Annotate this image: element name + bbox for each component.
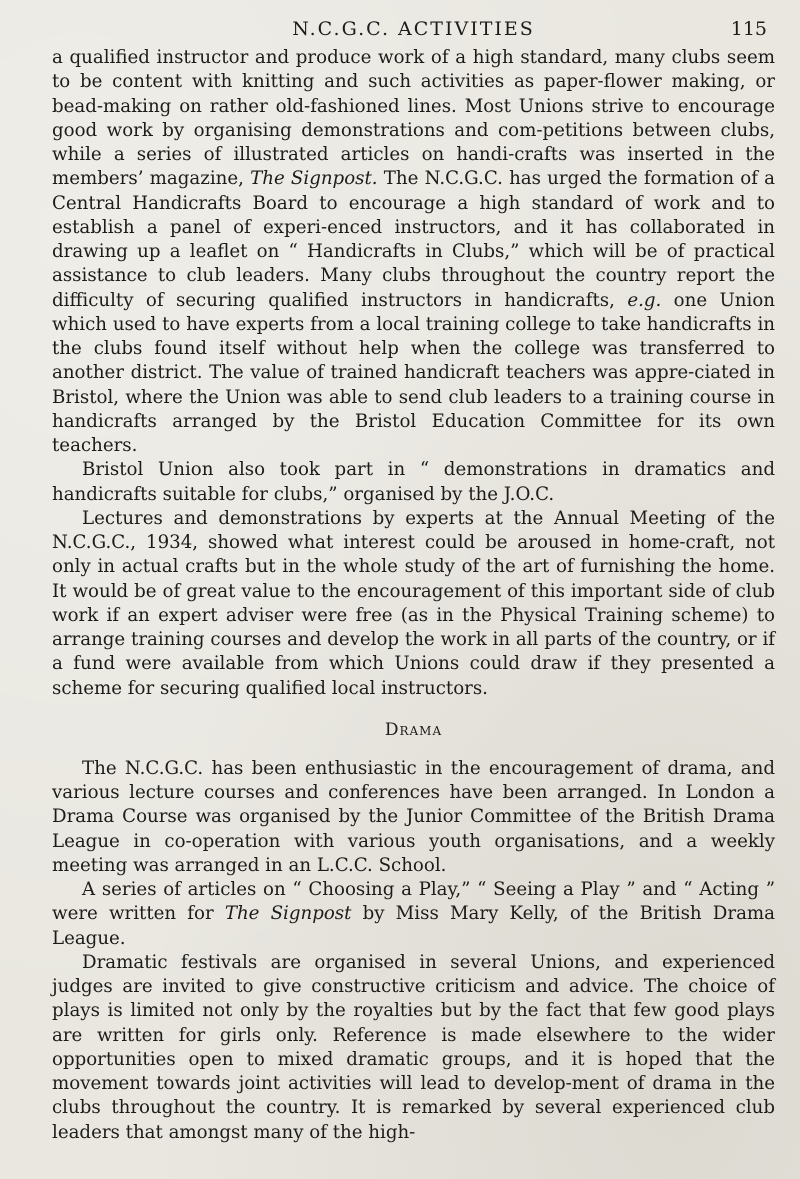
- text-run: A series of articles on “ Choosing a Play,” “ Seeing a Play ” and “ Acting ” were written for: [52, 879, 775, 925]
- text-run: a qualified instructor and produce work of a high standard, many clubs seem to be content with knitting and such activities as paper-flower making, or bead-making on rather old-fashioned lines. Most Unions strive to encourage good work by organising demonstrations and com-petitions between clubs, while a series of illustrated articles on handi-crafts was inserted in the members’ magazine,: [52, 47, 775, 190]
- paragraph-drama-intro: The N.C.G.C. has been enthusiastic in the encouragement of drama, and various lecture courses and conferences have been arranged. In London a Drama Course was organised by the Junior Committee of the British Drama League in co-operation with various youth organisations, and a weekly meeting was arranged in an L.C.C. School.: [52, 757, 775, 876]
- paragraph-handicrafts-continued: [52, 46, 775, 458]
- running-title: N.C.G.C. ACTIVITIES: [292, 18, 535, 40]
- abbreviation-eg: e.g.: [627, 289, 662, 311]
- paragraph-lectures: Lectures and demonstrations by experts at the Annual Meeting of the N.C.G.C., 1934, showed what interest could be aroused in home-craft, not only in actual crafts but in the whole study of the art of furnishing the home. It would be of great value to the encouragement of this important side of club work if an expert adviser were free (as in the Physical Training scheme) to arrange training courses and develop the work in all parts of the country, or if a fund were available from which Unions could draw if they presented a scheme for securing qualified local instructors.: [52, 507, 775, 699]
- text-run: by Miss Mary Kelly, of the British Drama League.: [52, 903, 776, 949]
- section-heading-drama: Drama: [384, 719, 443, 740]
- running-head: [52, 12, 775, 46]
- paragraph-articles: [52, 878, 775, 951]
- page-number: 115: [730, 18, 767, 40]
- paragraph-festivals: Dramatic festivals are organised in several Unions, and experienced judges are invited to give constructive criticism and advice. The choice of plays is limited not only by the royalties but by the fact that few good plays are written for girls only. Reference is made elsewhere to the wider opportunities open to mixed dramatic groups, and it is hoped that the movement towards joint activities will lead to develop-ment of drama in the clubs throughout the country. It is remarked by several experienced club leaders that amongst many of the high-: [52, 951, 775, 1143]
- magazine-title: The Signpost.: [250, 168, 378, 190]
- paragraph-bristol-union: Bristol Union also took part in “ demonstrations in dramatics and handicrafts suitable for clubs,” organised by the J.O.C.: [52, 459, 775, 505]
- magazine-title: The Signpost: [224, 903, 352, 925]
- text-run: one Union which used to have experts from a local training college to take handicrafts in the clubs found itself without help when the college was transferred to another district. The value of trained handicraft teachers was appre-ciated in Bristol, where the Union was able to send club leaders to a training course in handicrafts arranged by the Bristol Education Committee for its own teachers.: [52, 289, 776, 456]
- text-run: The N.C.G.C. has urged the formation of a Central Handicrafts Board to encourage a high standard of work and to establish a panel of experi-enced instructors, and it has collaborated in drawing up a leaflet on “ Handicrafts in Clubs,” which will be of practical assistance to club leaders. Many clubs throughout the country report the difficulty of securing qualified instructors in handicrafts,: [52, 168, 775, 311]
